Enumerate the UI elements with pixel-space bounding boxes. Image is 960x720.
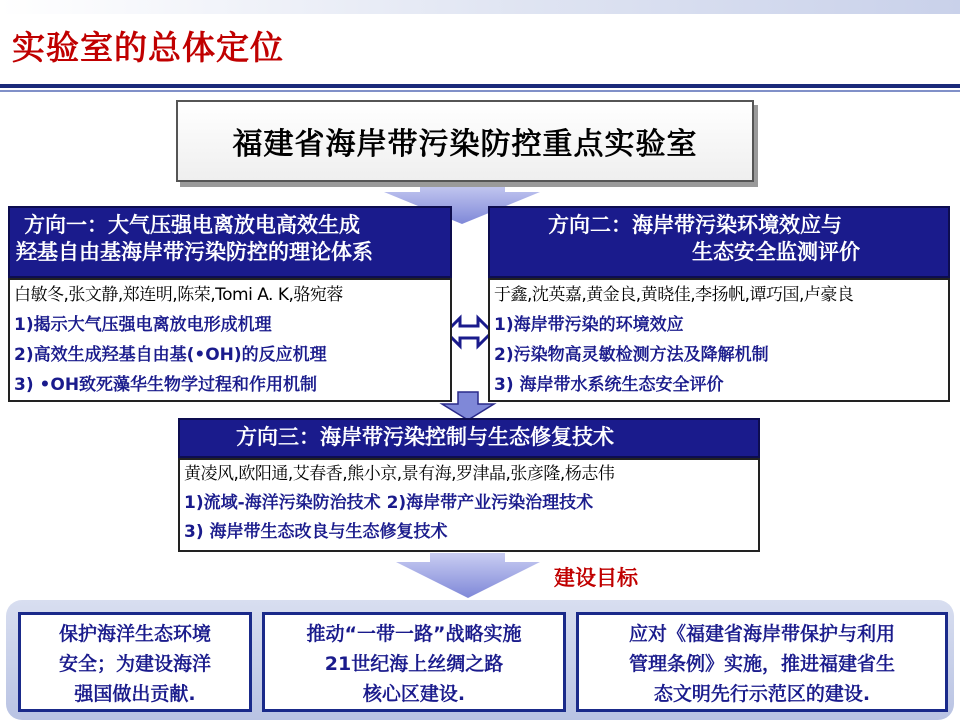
direction-2-body (488, 278, 950, 402)
goal-3-line2: 管理条例》实施，推进福建省生 (628, 653, 895, 675)
direction-3-body (178, 458, 760, 552)
direction-2-item-1: 1)海岸带污染的环境效应 (494, 315, 684, 335)
goal-2-line2: 21世纪海上丝绸之路 (324, 653, 504, 675)
direction-3-item-1: 1)流域-海洋污染防治技术 2)海岸带产业污染治理技术 (184, 493, 594, 513)
direction-1-heading (8, 206, 452, 278)
direction-2-heading-line1: 方向二：海岸带污染环境效应与 (548, 213, 842, 237)
goal-box-2 (262, 612, 566, 712)
goal-2-line3: 核心区建设. (362, 683, 466, 705)
direction-1-heading-line2: 羟基自由基海岸带污染防控的理论体系 (16, 240, 373, 264)
direction-1-item-2: 2)高效生成羟基自由基(•OH)的反应机理 (14, 345, 327, 365)
goal-3-line3: 态文明先行示范区的建设. (653, 683, 871, 705)
direction-3-item-2: 3) 海岸带生态改良与生态修复技术 (184, 522, 448, 542)
direction-1-body (8, 278, 452, 402)
direction-3-heading (178, 418, 760, 458)
direction-3-heading-line1: 方向三：海岸带污染控制与生态修复技术 (236, 425, 614, 449)
goal-2-line1: 推动“一带一路”战略实施 (306, 623, 522, 645)
goal-3-line1: 应对《福建省海岸带保护与利用 (628, 623, 895, 645)
direction-2-heading-line2: 生态安全监测评价 (692, 240, 860, 264)
direction-2-item-2: 2)污染物高灵敏检测方法及降解机制 (494, 345, 769, 365)
top-gradient-bar (0, 0, 960, 14)
goals-label: 建设目标 (554, 566, 638, 590)
page-title: 实验室的总体定位 (12, 28, 284, 67)
goal-box-1 (18, 612, 252, 712)
direction-2-people: 于鑫,沈英嘉,黄金良,黄晓佳,李扬帆,谭巧国,卢豪良 (494, 285, 854, 305)
title-rule-thin (0, 90, 960, 92)
direction-1-heading-line1: 方向一：大气压强电离放电高效生成 (24, 213, 360, 237)
down-arrow-icon (396, 553, 540, 598)
direction-1-people: 白敏冬,张文静,郑连明,陈荣,Tomi A. K,骆宛蓉 (14, 285, 343, 305)
direction-2-item-3: 3) 海岸带水系统生态安全评价 (494, 375, 724, 395)
direction-2-heading (488, 206, 950, 278)
lab-title-box: 福建省海岸带污染防控重点实验室 (176, 100, 754, 182)
goal-box-3 (576, 612, 948, 712)
goal-1-line1: 保护海洋生态环境 (58, 623, 211, 645)
goal-1-line3: 强国做出贡献. (74, 683, 196, 705)
direction-3-people: 黄凌风,欧阳通,艾春香,熊小京,景有海,罗津晶,张彦隆,杨志伟 (184, 464, 615, 484)
direction-1-item-1: 1)揭示大气压强电离放电形成机理 (14, 315, 272, 335)
goal-1-line2: 安全；为建设海洋 (58, 653, 211, 675)
double-arrow-icon (446, 318, 492, 346)
direction-1-item-3: 3) •OH致死藻华生物学过程和作用机制 (14, 375, 318, 395)
title-rule (0, 84, 960, 88)
